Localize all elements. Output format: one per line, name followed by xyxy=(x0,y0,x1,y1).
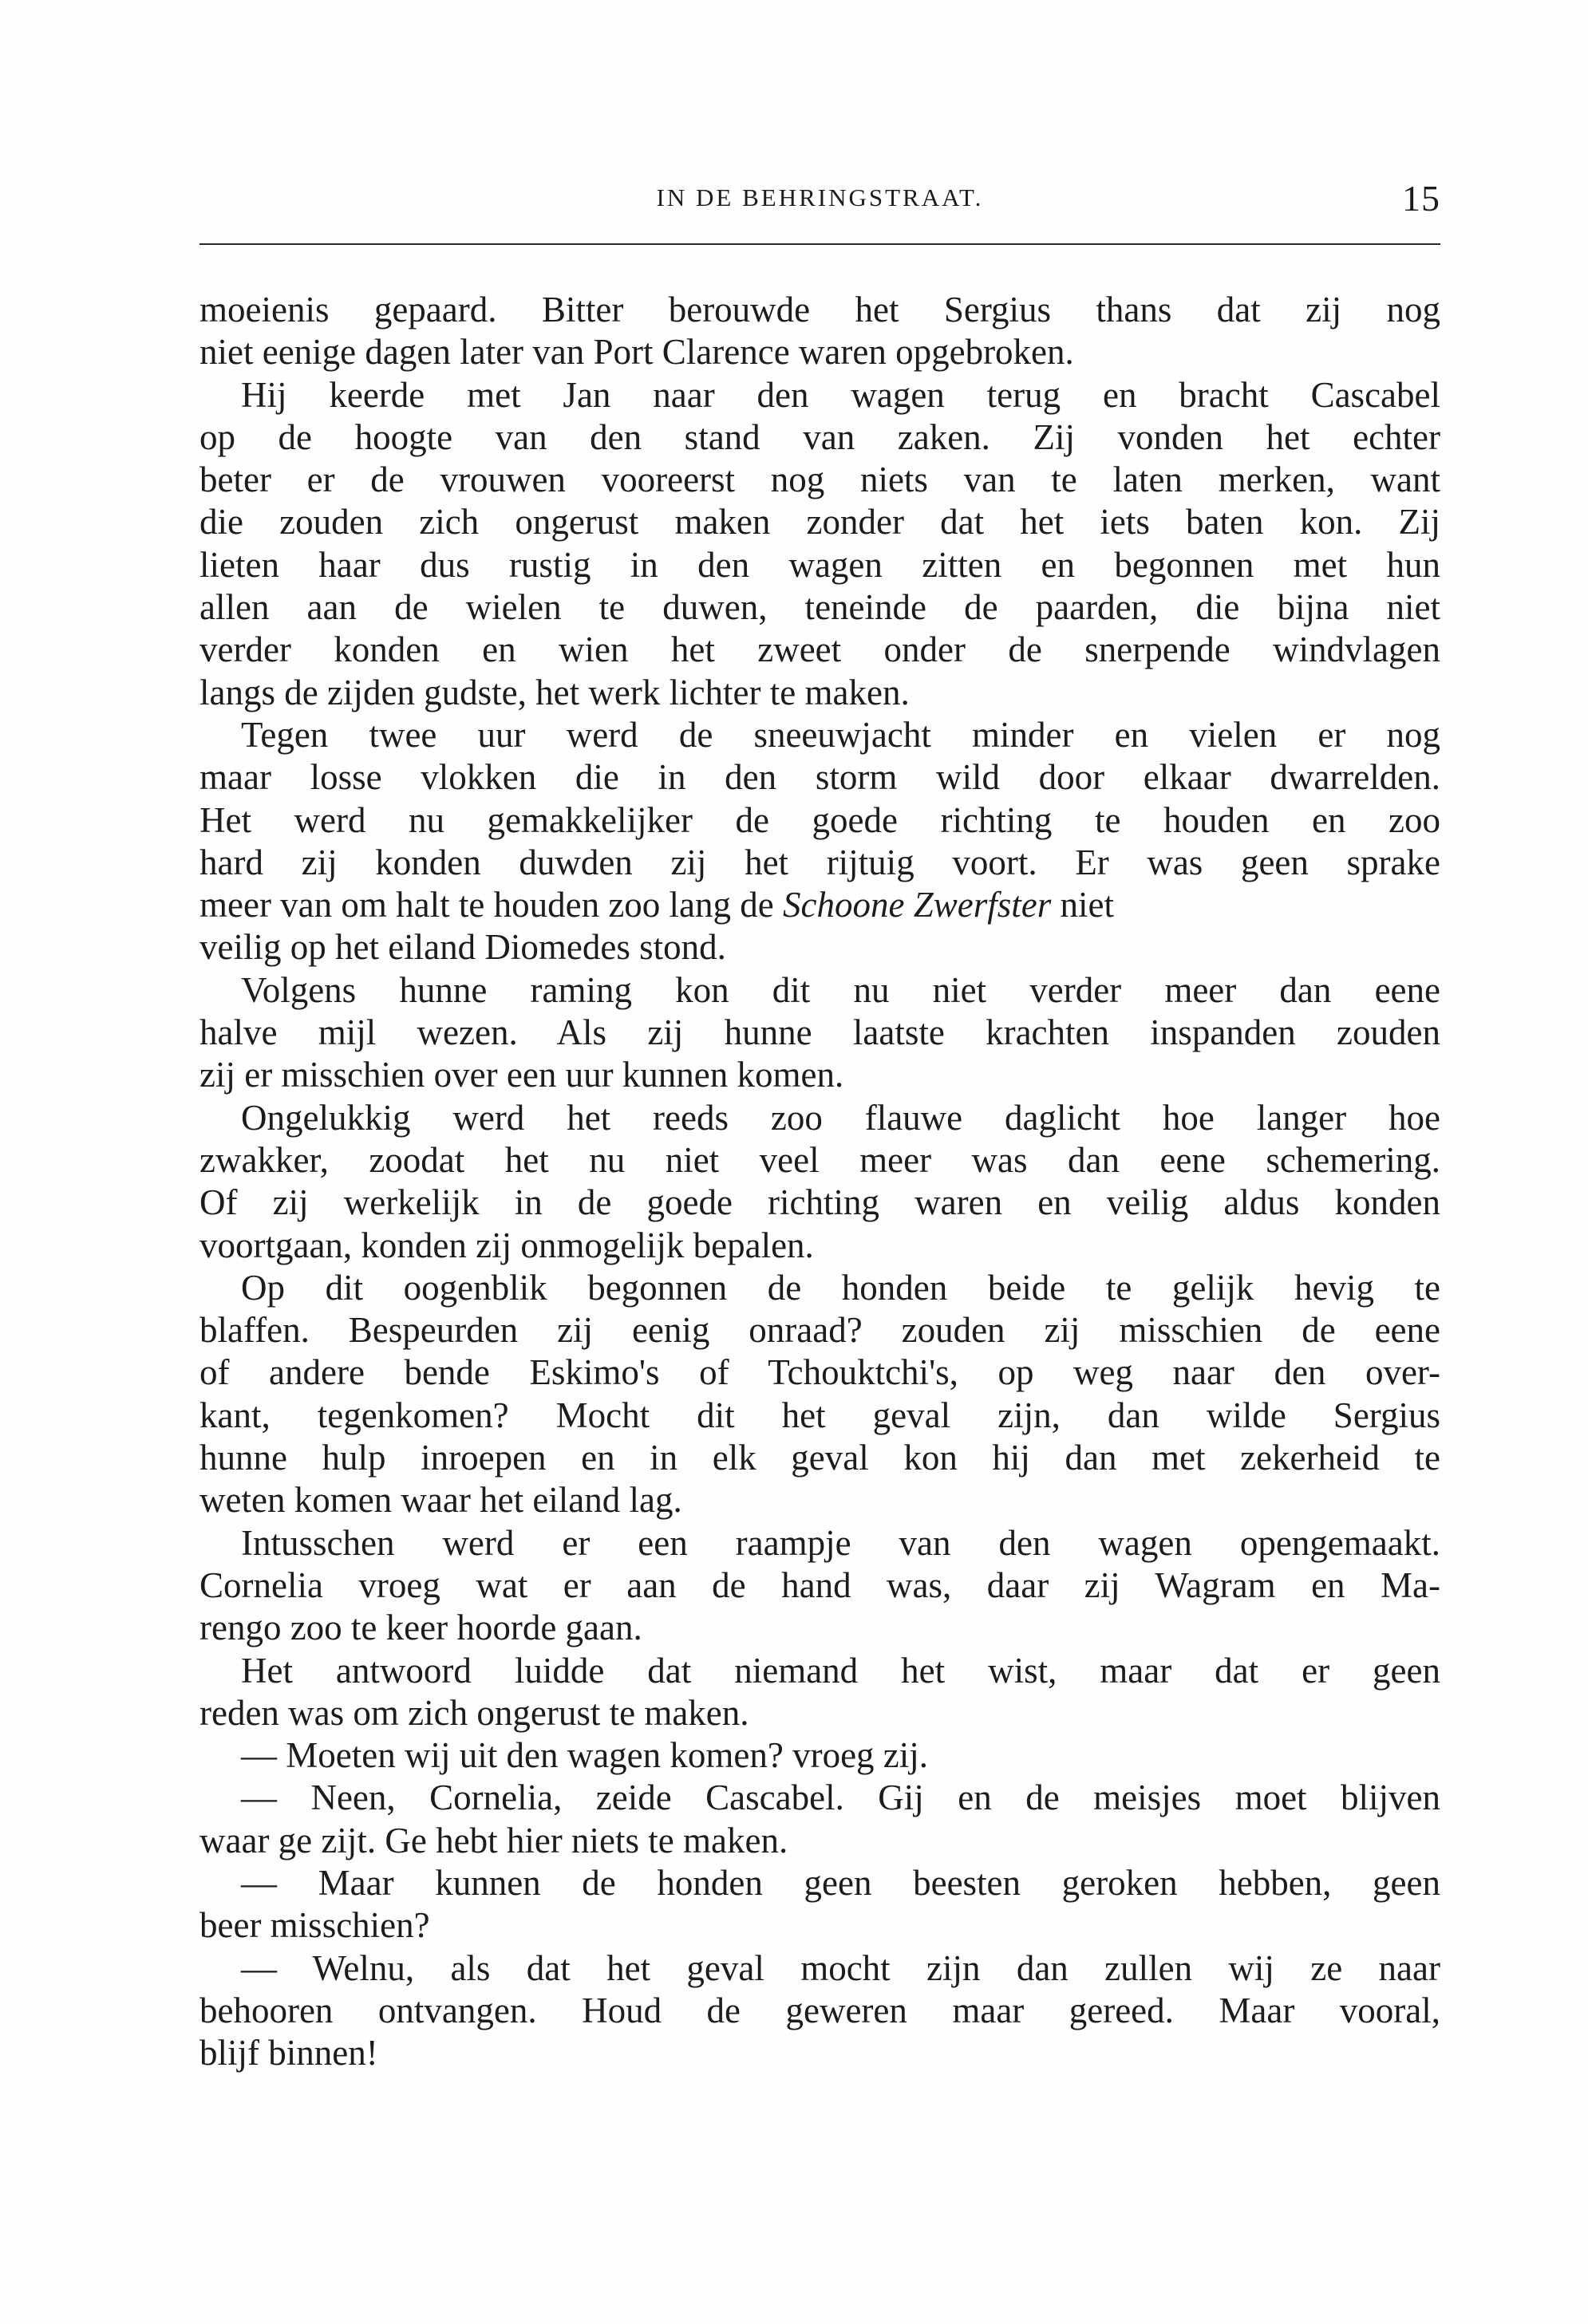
text-line: blijf binnen! xyxy=(199,2033,378,2073)
text-line: — Neen, Cornelia, zeide Cascabel. Gij en de meisjes moet blijven xyxy=(241,1778,1440,1818)
text-line: Hij keerde met Jan naar den wagen terug en bracht Cascabel xyxy=(241,374,1440,415)
running-title: IN DE BEHRINGSTRAAT. xyxy=(656,183,984,211)
text-line: behooren ontvangen. Houd de geweren maar gereed. Maar vooral, xyxy=(199,1990,1440,2030)
text-line: zwakker, zoodat het nu niet veel meer was dan eene schemering. xyxy=(199,1139,1440,1180)
text-line: hunne hulp inroepen en in elk geval kon hij dan met zekerheid te xyxy=(199,1438,1440,1478)
ship-name: Schoone Zwerfster xyxy=(783,885,1052,925)
text-line: op de hoogte van den stand van zaken. Zij vonden het echter xyxy=(199,416,1440,457)
text-line: Volgens hunne raming kon dit nu niet verder meer dan eene xyxy=(241,969,1440,1010)
text-line: — Welnu, als dat het geval mocht zijn dan zullen wij ze naar xyxy=(241,1947,1440,1988)
text-line: blaffen. Bespeurden zij eenig onraad? zouden zij misschien de eene xyxy=(199,1310,1440,1351)
text-line: moeienis gepaard. Bitter berouwde het Sergius thans dat zij nog xyxy=(199,290,1440,329)
text-line: die zouden zich ongerust maken zonder dat het iets baten kon. Zij xyxy=(199,502,1440,543)
running-head xyxy=(199,177,1440,225)
text-line: waar ge zijt. Ge hebt hier niets te maken. xyxy=(199,1820,788,1860)
text-line: Tegen twee uur werd de sneeuwjacht minder en vielen er nog xyxy=(241,714,1440,755)
header-rule xyxy=(199,243,1440,245)
text-line: — Maar kunnen de honden geen beesten geroken hebben, geen xyxy=(241,1862,1440,1903)
text-line: hard zij konden duwden zij het rijtuig voort. Er was geen sprake xyxy=(199,842,1440,882)
text-line: Cornelia vroeg wat er aan de hand was, daar zij Wagram en Ma- xyxy=(199,1564,1440,1605)
text-line: kant, tegenkomen? Mocht dit het geval zijn, dan wilde Sergius xyxy=(199,1395,1440,1435)
text-line: maar losse vlokken die in den storm wild door elkaar dwarrelden. xyxy=(199,757,1440,798)
page-number: 15 xyxy=(1402,178,1440,219)
text-line: veilig op het eiland Diomedes stond. xyxy=(199,927,726,968)
text-line: meer van om halt te houden zoo lang de Schoone Zwerfster niet xyxy=(199,885,1114,925)
text-line: halve mijl wezen. Als zij hunne laatste krachten inspanden zouden xyxy=(199,1012,1440,1053)
text-line: langs de zijden gudste, het werk lichter te maken. xyxy=(199,672,910,712)
text-line: Ongelukkig werd het reeds zoo flauwe daglicht hoe langer hoe xyxy=(241,1097,1440,1138)
text-line: beer misschien? xyxy=(199,1905,430,1946)
text-line: Het antwoord luidde dat niemand het wist, maar dat er geen xyxy=(241,1650,1440,1691)
text-line: lieten haar dus rustig in den wagen zitten en begonnen met hun xyxy=(199,544,1440,585)
text-line: weten komen waar het eiland lag. xyxy=(199,1480,682,1521)
body-text xyxy=(199,289,1440,2074)
text-line: Of zij werkelijk in de goede richting waren en veilig aldus konden xyxy=(199,1182,1440,1223)
text-line: of andere bende Eskimo's of Tchouktchi's, op weg naar den over- xyxy=(199,1352,1440,1393)
text-line: verder konden en wien het zweet onder de snerpende windvlagen xyxy=(199,629,1440,670)
text-line: — Moeten wij uit den wagen komen? vroeg zij. xyxy=(241,1735,929,1776)
text-line: reden was om zich ongerust te maken. xyxy=(199,1692,749,1733)
text-line: allen aan de wielen te duwen, teneinde de paarden, die bijna niet xyxy=(199,587,1440,628)
text-line: zij er misschien over een uur kunnen komen. xyxy=(199,1055,844,1095)
text-line: Intusschen werd er een raampje van den wagen opengemaakt. xyxy=(241,1522,1440,1563)
text-line: niet eenige dagen later van Port Clarence waren opgebroken. xyxy=(199,332,1074,373)
text-line: Het werd nu gemakkelijker de goede richting te houden en zoo xyxy=(199,799,1440,840)
text-line: Op dit oogenblik begonnen de honden beide te gelijk hevig te xyxy=(241,1267,1440,1308)
text-line: beter er de vrouwen vooreerst nog niets van te laten merken, want xyxy=(199,460,1440,500)
text-line: rengo zoo te keer hoorde gaan. xyxy=(199,1608,642,1648)
text-line: voortgaan, konden zij onmogelijk bepalen. xyxy=(199,1225,814,1265)
